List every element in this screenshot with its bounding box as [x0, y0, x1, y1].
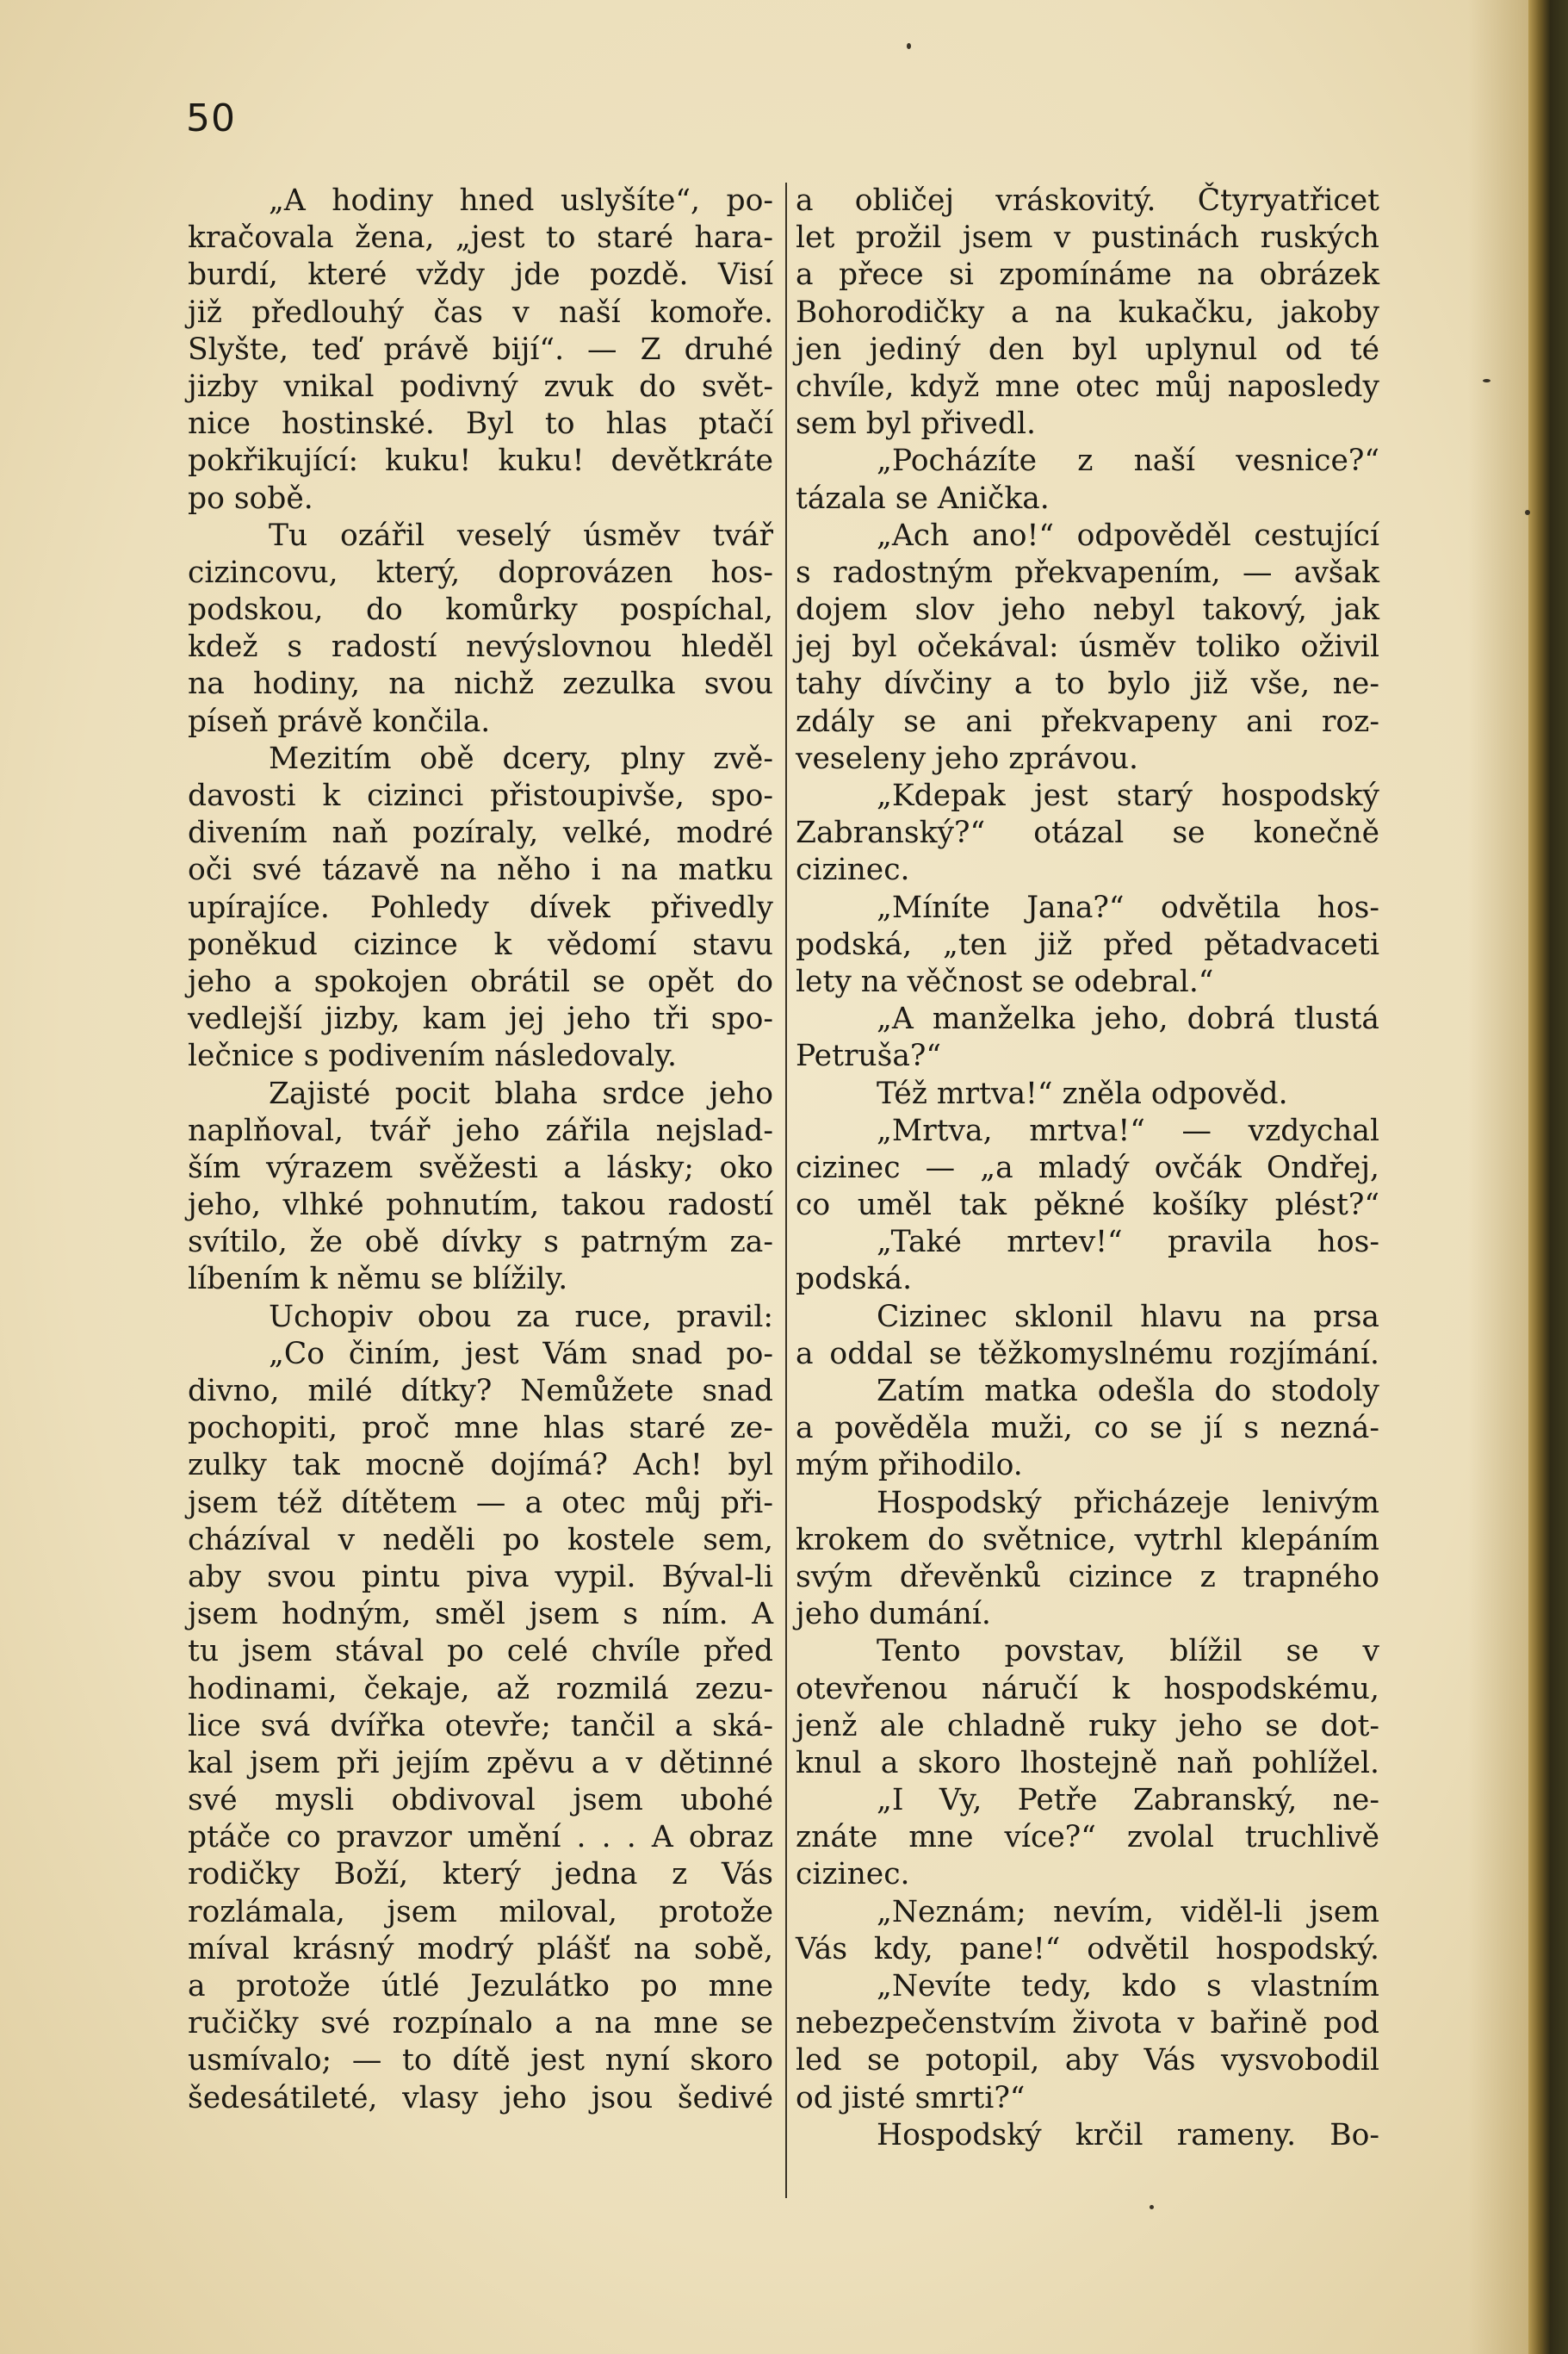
text-line: od jisté smrti?“ [796, 2080, 1026, 2115]
text-line: podská, „ten již před pětadvaceti [796, 927, 1379, 962]
text-line: rodičky Boží, který jedna z Vás [188, 1857, 773, 1892]
text-line: líbením k němu se blížily. [188, 1262, 568, 1297]
text-line: kdež s radostí nevýslovnou hleděl [188, 630, 773, 665]
book-binding-edge [1528, 0, 1568, 2354]
text-line: cizinec. [796, 1857, 910, 1892]
text-line: Tu ozářil veselý úsměv tvář [269, 518, 773, 553]
text-line: zulky tak mocně dojímá? Ach! byl [188, 1448, 773, 1483]
text-line: „I Vy, Petře Zabranský, ne- [877, 1783, 1379, 1818]
text-line: dojem slov jeho nebyl takový, jak [796, 593, 1379, 628]
text-line: své mysli obdivoval jsem ubohé [188, 1783, 773, 1818]
text-line: divno, milé dítky? Nemůžete snad [188, 1374, 773, 1408]
text-line: cizincovu, který, doprovázen hos- [188, 555, 773, 590]
text-line: podská. [796, 1262, 913, 1297]
text-line: divením naň pozíraly, velké, modré [188, 816, 773, 851]
text-line: zdály se ani překvapeny ani roz- [796, 704, 1379, 739]
text-line: poněkud cizince k vědomí stavu [188, 927, 773, 962]
text-line: podskou, do komůrky pospíchal, [188, 593, 773, 628]
text-line: jej byl očekával: úsměv toliko oživil [796, 630, 1379, 665]
text-line: mým přihodilo. [796, 1448, 1023, 1483]
text-line: a přece si zpomínáme na obrázek [796, 258, 1379, 293]
text-line: rozlámala, jsem miloval, protože [188, 1894, 773, 1929]
text-line: Hospodský krčil rameny. Bo- [877, 2117, 1379, 2152]
text-line: na hodiny, na nichž zezulka svou [188, 667, 773, 702]
text-line: led se potopil, aby Vás vysvobodil [796, 2043, 1379, 2078]
text-line: Bohorodičky a na kukačku, jakoby [796, 295, 1379, 330]
text-line: míval krásný modrý plášť na sobě, [188, 1931, 773, 1966]
text-line: Hospodský přicházeje lenivým [877, 1485, 1379, 1520]
text-line: let prožil jsem v pustinách ruských [796, 220, 1379, 256]
text-line: hodinami, čekaje, až rozmilá zezu- [188, 1671, 773, 1706]
text-line: aby svou pintu piva vypil. Býval-li [188, 1559, 773, 1594]
text-line: pochopiti, proč mne hlas staré ze- [188, 1411, 773, 1446]
text-line: cizinec. [796, 853, 910, 888]
text-line: cházíval v neděli po kostele sem, [188, 1522, 773, 1557]
text-line: kračovala žena, „jest to staré hara- [188, 220, 773, 256]
text-line: nice hostinské. Byl to hlas ptačí [188, 407, 773, 442]
text-line: tahy dívčiny a to bylo již vše, ne- [796, 667, 1379, 702]
text-line: jsem hodným, směl jsem s ním. A [188, 1597, 773, 1632]
text-line: „Také mrtev!“ pravila hos- [877, 1225, 1379, 1260]
text-line: již předlouhý čas v naší komoře. [188, 295, 773, 330]
text-line: Uchopiv obou za ruce, pravil: [269, 1299, 773, 1334]
text-line: „Mrtva, mrtva!“ — vzdychal [877, 1113, 1379, 1148]
left-text-column [188, 183, 773, 2117]
text-line: „Nevíte tedy, kdo s vlastním [877, 1969, 1379, 2003]
text-line: krokem do světnice, vytrhl klepáním [796, 1522, 1379, 1557]
text-line: pokřikující: kuku! kuku! devětkráte [188, 444, 773, 479]
text-line: Tento povstav, blížil se v [877, 1634, 1379, 1669]
text-line: Petruša?“ [796, 1039, 942, 1074]
text-line: naplňoval, tvář jeho zářila nejslad- [188, 1113, 773, 1148]
text-line: lety na věčnost se odebral.“ [796, 964, 1214, 999]
text-line: „Míníte Jana?“ odvětila hos- [877, 890, 1379, 925]
text-line: svítilo, že obě dívky s patrným za- [188, 1225, 773, 1260]
text-line: s radostným překvapením, — avšak [796, 555, 1379, 590]
text-line: nebezpečenstvím života v bařině pod [796, 2006, 1379, 2041]
page-number: 50 [186, 96, 236, 140]
text-line: davosti k cizinci přistoupivše, spo- [188, 779, 773, 813]
text-line: oči své tázavě na něho i na matku [188, 853, 773, 888]
right-text-column [796, 183, 1379, 2154]
text-line: „Kdepak jest starý hospodský [877, 779, 1379, 813]
text-line: tázala se Anička. [796, 481, 1050, 516]
text-line: veseleny jeho zprávou. [796, 741, 1138, 776]
text-line: „Neznám; nevím, viděl-li jsem [877, 1894, 1379, 1929]
text-line: a pověděla muži, co se jí s nezná- [796, 1411, 1379, 1446]
text-line: Zabranský?“ otázal se konečně [796, 816, 1379, 851]
text-line: usmívalo; — to dítě jest nyní skoro [188, 2043, 773, 2078]
paper-speck [1525, 510, 1530, 515]
text-line: tu jsem stával po celé chvíle před [188, 1634, 773, 1669]
text-line: sem byl přivedl. [796, 407, 1036, 442]
text-line: „A hodiny hned uslyšíte“, po- [269, 183, 773, 218]
text-line: co uměl tak pěkné košíky plést?“ [796, 1188, 1379, 1223]
column-divider [785, 183, 787, 2198]
text-line: „Ach ano!“ odpověděl cestující [877, 518, 1379, 553]
text-line: Též mrtva!“ zněla odpověd. [877, 1076, 1288, 1111]
paper-speck [907, 43, 911, 49]
text-line: vedlejší jizby, kam jej jeho tři spo- [188, 1002, 773, 1037]
text-line: ptáče co pravzor umění . . . A obraz [188, 1820, 773, 1855]
text-line: burdí, které vždy jde pozdě. Visí [188, 258, 773, 293]
text-line: ším výrazem svěžesti a lásky; oko [188, 1150, 773, 1185]
text-line: upírajíce. Pohledy dívek přivedly [188, 890, 773, 925]
text-line: šedesátileté, vlasy jeho jsou šedivé [188, 2080, 773, 2115]
text-line: jeho a spokojen obrátil se opět do [188, 964, 773, 999]
text-line: lice svá dvířka otevře; tančil a ská- [188, 1708, 773, 1743]
text-line: jsem též dítětem — a otec můj při- [188, 1485, 773, 1520]
text-line: Slyšte, teď právě bijí“. — Z druhé [188, 332, 773, 367]
text-line: jen jediný den byl uplynul od té [796, 332, 1379, 367]
text-line: otevřenou náručí k hospodskému, [796, 1671, 1379, 1706]
text-line: Vás kdy, pane!“ odvětil hospodský. [796, 1931, 1379, 1966]
text-line: ručičky své rozpínalo a na mne se [188, 2006, 773, 2041]
text-line: znáte mne více?“ zvolal truchlivě [796, 1820, 1379, 1855]
text-line: kal jsem při jejím zpěvu a v dětinné [188, 1745, 773, 1780]
text-line: jizby vnikal podivný zvuk do svět- [188, 369, 773, 404]
text-line: lečnice s podivením následovaly. [188, 1039, 677, 1074]
text-line: jenž ale chladně ruky jeho se dot- [796, 1708, 1379, 1743]
binding-shadow [1468, 0, 1528, 2354]
text-line: Zajisté pocit blaha srdce jeho [269, 1076, 773, 1111]
text-line: Zatím matka odešla do stodoly [877, 1374, 1379, 1408]
text-line: „Pocházíte z naší vesnice?“ [877, 444, 1379, 479]
text-line: chvíle, když mne otec můj naposledy [796, 369, 1379, 404]
text-line: svým dřevěnků cizince z trapného [796, 1559, 1379, 1594]
text-line: píseň právě končila. [188, 704, 491, 739]
text-line: a protože útlé Jezulátko po mne [188, 1969, 773, 2003]
paper-speck [1483, 379, 1491, 382]
text-line: a obličej vráskovitý. Čtyryatřicet [796, 183, 1379, 218]
text-line: po sobě. [188, 481, 313, 516]
text-line: a oddal se těžkomyslnému rozjímání. [796, 1336, 1379, 1371]
paper-speck [1150, 2205, 1154, 2209]
text-line: cizinec — „a mladý ovčák Ondřej, [796, 1150, 1379, 1185]
text-line: Cizinec sklonil hlavu na prsa [877, 1299, 1379, 1334]
text-line: „A manželka jeho, dobrá tlustá [877, 1002, 1379, 1037]
text-line: „Co činím, jest Vám snad po- [269, 1336, 773, 1371]
text-line: jeho, vlhké pohnutím, takou radostí [188, 1188, 773, 1223]
text-line: Mezitím obě dcery, plny zvě- [269, 741, 773, 776]
text-line: jeho dumání. [796, 1597, 991, 1632]
text-line: knul a skoro lhostejně naň pohlížel. [796, 1745, 1379, 1780]
